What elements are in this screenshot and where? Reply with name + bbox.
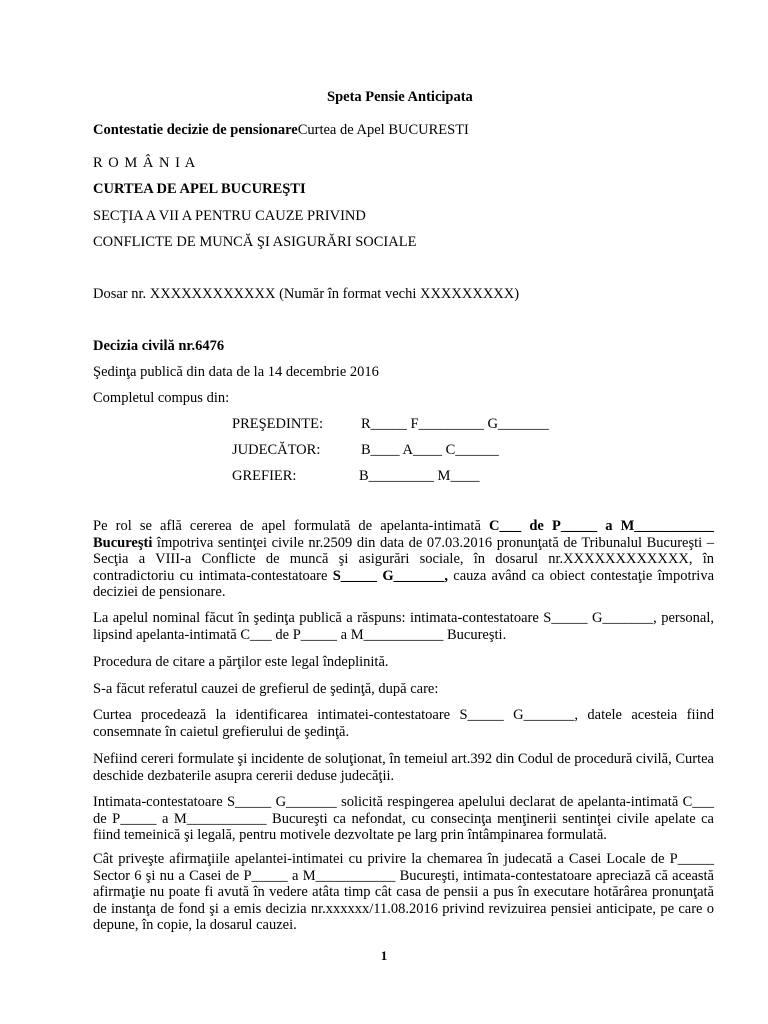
panel-role: PREŞEDINTE: xyxy=(232,416,324,432)
panel-name: B____ A____ C______ xyxy=(361,442,499,458)
document-subtitle xyxy=(93,121,469,139)
paragraph-report: S-a făcut referatul cauzei de grefierul de şedinţă, după care: xyxy=(93,681,439,697)
dosar-number: Dosar nr. XXXXXXXXXXXX (Număr în format vechi XXXXXXXXX) xyxy=(93,286,520,302)
paragraph-roll-call: La apelul nominal făcut în şedinţa publică a răspuns: intimata-contestatoare S_____ G_______, personal, lipsind apelanta-intimată C___ de P_____ a M___________ Bucureşti. xyxy=(93,610,714,643)
paragraph-identification: Curtea procedează la identificarea intimatei-contestatoare S_____ G_______, datele acesteia fiind consemnate în caietul grefierului de şedinţă. xyxy=(93,707,714,740)
panel-role: GREFIER: xyxy=(232,468,297,484)
panel-name: R_____ F_________ G_______ xyxy=(361,416,549,432)
appellant-name: C___ de P_____ a M___________ Bucureşti xyxy=(93,518,715,551)
paragraph-text: împotriva sentinţei civile nr.2509 din data de 07.03.2016 pronunţată de Tribunalul Bucureşti – Secţia a VIII-a Conflicte de muncă şi asigurări sociale, în dosarul nr.XXXXXXXXXXXX, în contradictoriu cu intimata-contestatoare xyxy=(93,534,714,584)
paragraph-text: cauza având ca obiect contestaţie împotriva deciziei de pensionare. xyxy=(93,567,715,600)
session-date: Şedinţa publică din data de la 14 decembrie 2016 xyxy=(93,364,379,380)
panel-intro: Completul compus din: xyxy=(93,390,230,406)
document-title: Speta Pensie Anticipata xyxy=(327,89,473,105)
panel-role: JUDECĂTOR: xyxy=(232,442,321,458)
paragraph-statement: Cât priveşte afirmaţiile apelantei-intimatei cu privire la chemarea în judecată a Casei Locale de P_____ Sector 6 şi nu a Casei de P_____ a M___________ Bucureşti, intimata-contestatoare apreciază că această afirmaţie nu poate fi avută în vedere atâta timp cât casa de pensii a pus în executare hotărârea pronunţată de instanţa de fond şi a emis decizia nr.xxxxxx/11.08.2016 privind revizuirea pensiei anticipate, pe care o depune, în copie, la dosarul cauzei. xyxy=(93,851,714,933)
respondent-name: S_____ G_______, xyxy=(332,567,448,584)
country-heading: R O M Â N I A xyxy=(93,155,197,171)
section-line-2: CONFLICTE DE MUNCĂ ŞI ASIGURĂRI SOCIALE xyxy=(93,234,417,250)
paragraph-procedure: Procedura de citare a părţilor este legal îndeplinită. xyxy=(93,654,389,670)
paragraph-text: Pe rol se află cererea de apel formulată de apelanta-intimată xyxy=(93,518,489,534)
panel-name: B_________ M____ xyxy=(359,468,480,484)
decision-number: Decizia civilă nr.6476 xyxy=(93,338,225,354)
paragraph-debates: Nefiind cereri formulate şi incidente de soluţionat, în temeiul art.392 din Codul de procedură civilă, Curtea deschide dezbaterile asupra cererii deduse judecăţii. xyxy=(93,751,714,784)
subtitle-rest: Curtea de Apel BUCURESTI xyxy=(297,122,469,138)
section-line-1: SECŢIA A VII A PENTRU CAUZE PRIVIND xyxy=(93,208,366,224)
paragraph-appeal xyxy=(93,518,714,601)
court-heading: CURTEA DE APEL BUCUREŞTI xyxy=(93,181,306,197)
subtitle-bold: Contestatie decizie de pensionare xyxy=(93,122,298,138)
page-number: 1 xyxy=(380,948,388,963)
paragraph-request: Intimata-contestatoare S_____ G_______ solicită respingerea apelului declarat de apelanta-intimată C___ de P_____ a M___________ Bucureşti ca nefondat, cu consecinţa menţinerii sentinţei civile apelate ca fiind temeinică şi legală, pentru motivele dezvoltate pe larg prin întâmpinarea formulată. xyxy=(93,794,714,843)
